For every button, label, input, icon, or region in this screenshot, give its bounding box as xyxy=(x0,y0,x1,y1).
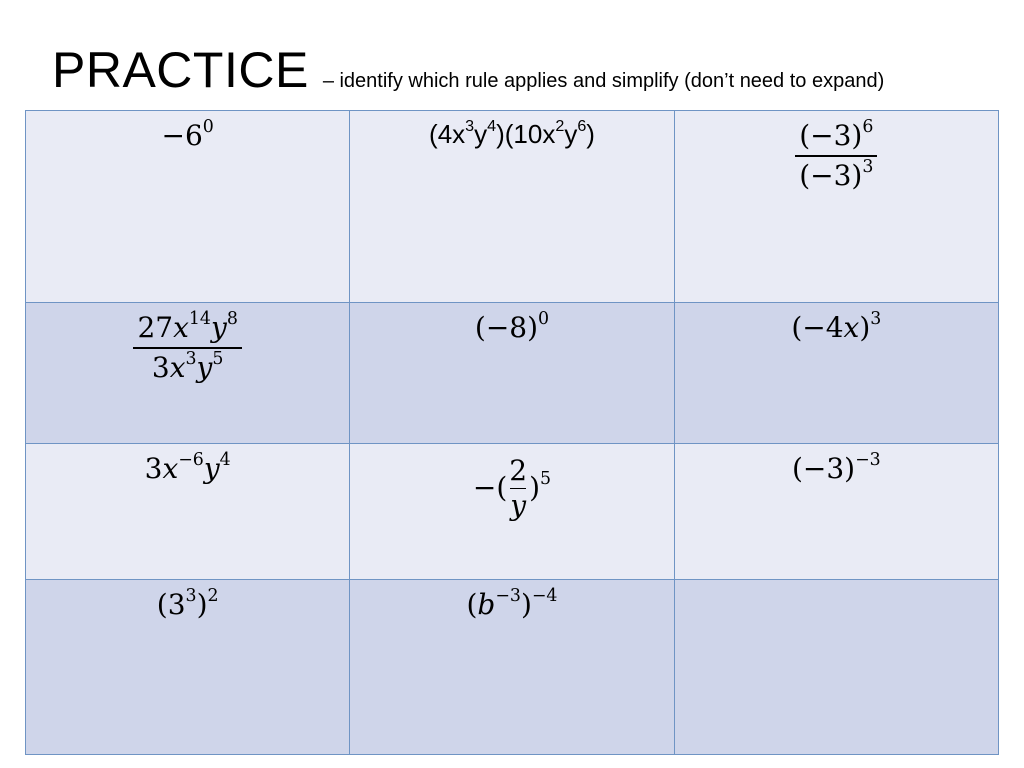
slide-title: PRACTICE xyxy=(52,42,309,98)
exponent: −3 xyxy=(495,585,521,606)
exponent: 3 xyxy=(465,116,475,135)
expr-part: )(10x xyxy=(496,119,556,149)
variable: x xyxy=(173,311,189,344)
cell-r4c3-empty xyxy=(674,580,998,755)
expr-neg-four-x-cubed xyxy=(791,308,882,344)
expr-product-monomials xyxy=(429,116,595,149)
denominator xyxy=(148,349,228,385)
expr-part: (−8) xyxy=(474,311,539,344)
cell-r3c1 xyxy=(26,444,350,580)
variable: x xyxy=(169,350,186,384)
exponent: −4 xyxy=(531,585,558,606)
expr-part: (−3) xyxy=(791,452,856,485)
expr-part: −( xyxy=(472,471,508,505)
slide-header xyxy=(52,40,884,100)
expr-part: ( xyxy=(466,588,478,621)
numerator xyxy=(133,308,241,347)
expr-part: (−3) xyxy=(799,119,863,152)
expr-part: y xyxy=(564,119,578,149)
expr-neg-six-power-zero xyxy=(161,116,214,152)
expr-monomial-quotient xyxy=(133,308,241,384)
exponent: 3 xyxy=(185,585,197,606)
exponent: 6 xyxy=(577,116,587,135)
cell-r4c2 xyxy=(350,580,674,755)
slide-subtitle: – identify which rule applies and simplify (don’t need to expand) xyxy=(322,70,885,92)
expr-part: ) xyxy=(859,311,871,344)
exponent: 6 xyxy=(862,116,874,137)
exponent: 5 xyxy=(212,348,224,369)
expr-part: ) xyxy=(529,471,541,505)
exponent: −3 xyxy=(855,449,881,470)
exponent: 4 xyxy=(219,449,231,470)
expr-power-of-power xyxy=(156,585,219,621)
expr-quotient-powers xyxy=(795,116,877,192)
practice-grid xyxy=(25,110,999,755)
expr-part: ) xyxy=(196,588,208,621)
expr-neg-fraction-power: −( $\frac{2}{y}$ ) $^5$ xyxy=(472,454,552,522)
exponent: 8 xyxy=(226,308,238,329)
exponent: 14 xyxy=(188,308,211,329)
expr-part: 27 xyxy=(137,311,174,344)
exponent: 2 xyxy=(207,585,219,606)
expr-part: (−4 xyxy=(791,311,844,344)
variable: y xyxy=(203,452,220,485)
expr-part: ) xyxy=(586,119,595,149)
expr-part: 3 xyxy=(144,452,163,485)
grid-row-2 xyxy=(26,303,999,444)
cell-r4c1 xyxy=(26,580,350,755)
expr-part: 3 xyxy=(151,350,170,384)
exponent: 3 xyxy=(185,348,197,369)
expr-part: 6 xyxy=(184,119,203,152)
cell-r1c1 xyxy=(26,111,350,303)
expr-part: (3 xyxy=(156,588,186,621)
variable: y xyxy=(210,311,227,344)
expr-neg-eight-power-zero xyxy=(474,308,550,344)
variable: b xyxy=(477,588,496,621)
numerator xyxy=(795,116,877,155)
expr-part: ) xyxy=(520,588,532,621)
exponent: 0 xyxy=(202,116,214,137)
cell-r2c1 xyxy=(26,303,350,444)
numerator: 2 xyxy=(509,454,528,487)
expr-part: (4x xyxy=(429,119,466,149)
inner-fraction xyxy=(507,454,529,522)
cell-r2c3 xyxy=(674,303,998,444)
grid-row-3 xyxy=(26,444,999,580)
exponent: 3 xyxy=(862,156,874,177)
exponent: 4 xyxy=(487,116,497,135)
expr-negative-exponent-monomial xyxy=(144,449,231,485)
cell-r3c3 xyxy=(674,444,998,580)
denominator: y xyxy=(510,488,527,522)
grid-row-1 xyxy=(26,111,999,303)
exponent: 0 xyxy=(538,308,550,329)
cell-r1c2 xyxy=(350,111,674,303)
exponent: −6 xyxy=(178,449,204,470)
expr-part: − xyxy=(161,119,185,152)
cell-r1c3 xyxy=(674,111,998,303)
variable: x xyxy=(843,311,860,344)
exponent: 2 xyxy=(555,116,565,135)
exponent: 3 xyxy=(870,308,882,329)
denominator xyxy=(795,157,877,193)
expr-part: y xyxy=(474,119,488,149)
cell-r2c2 xyxy=(350,303,674,444)
cell-r3c2 xyxy=(350,444,674,580)
variable: x xyxy=(162,452,179,485)
expr-part: (−3) xyxy=(799,158,863,192)
expr-neg-three-neg-cubed xyxy=(791,449,881,485)
variable: y xyxy=(196,350,213,384)
grid-row-4 xyxy=(26,580,999,755)
expr-b-power-of-power xyxy=(466,585,558,621)
